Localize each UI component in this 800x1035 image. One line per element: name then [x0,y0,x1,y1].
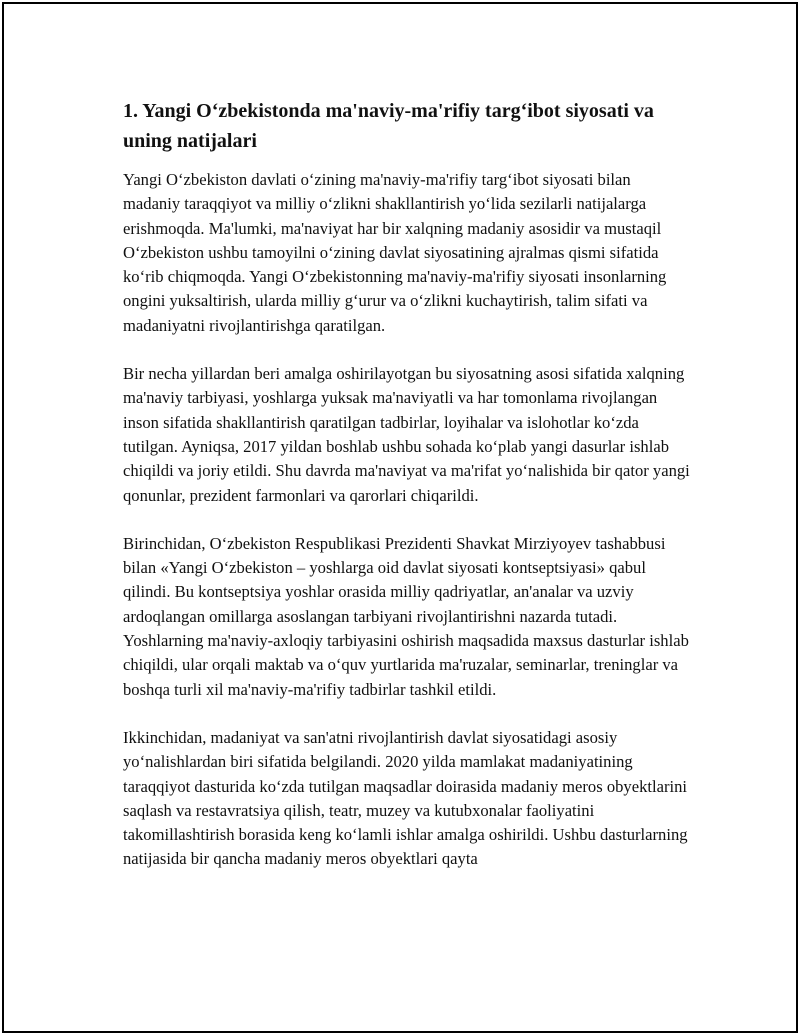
paragraph-3: Birinchidan, O‘zbekiston Respublikasi Prezidenti Shavkat Mirziyoyev tashabbusi bilan «Yangi O‘zbekiston – yoshlarga oid davlat siyosati kontseptsiyasi» qabul qilindi. Bu kontseptsiya yoshlar orasida milliy qadriyatlar, an'analar va uzviy ardoqlangan omillarga asoslangan tarbiyani rivojlantirishni nazarda tutadi. Yoshlarning ma'naviy-axloqiy tarbiyasini oshirish maqsadida maxsus dasturlar ishlab chiqildi, ular orqali maktab va o‘quv yurtlarida ma'ruzalar, seminarlar, treninglar va boshqa turli xil ma'naviy-ma'rifiy tadbirlar tashkil etildi. [123,533,689,699]
document-body [120,96,690,872]
page-frame [2,2,798,1033]
paragraph-4: Ikkinchidan, madaniyat va san'atni rivojlantirish davlat siyosatidagi asosiy yo‘nalishlardan biri sifatida belgilandi. 2020 yilda mamlakat madaniyatining taraqqiyot dasturida ko‘zda tutilgan maqsadlar doirasida madaniy meros obyektlarini saqlash va restavratsiya qilish, teatr, muzey va kutubxonalar faoliyatini takomillashtirish borasida keng ko‘lamli ishlar amalga oshirildi. Ushbu dasturlarning natijasida bir qancha madaniy meros obyektlari qayta [123,727,688,869]
paragraph-1: Yangi O‘zbekiston davlati o‘zining ma'naviy-ma'rifiy targ‘ibot siyosati bilan madaniy taraqqiyot va milliy o‘zlikni shakllantirish yo‘lida sezilarli natijalarga erishmoqda. Ma'lumki, ma'naviyat har bir xalqning madaniy asosidir va mustaqil O‘zbekiston ushbu tamoyilni o‘zining davlat siyosatining ajralmas qismi sifatida ko‘rib chiqmoqda. Yangi O‘zbekistonning ma'naviy-ma'rifiy siyosati insonlarning ongini yuksaltirish, ularda milliy g‘urur va o‘zlikni kuchaytirish, talim sifati va madaniyatni rivojlantirishga qaratilgan. [123,170,667,335]
section-heading: 1. Yangi O‘zbekistonda ma'naviy-ma'rifiy targ‘ibot siyosati va uning natijalari [123,100,654,152]
paragraph-2: Bir necha yillardan beri amalga oshirilayotgan bu siyosatning asosi sifatida xalqning ma'naviy tarbiyasi, yoshlarga yuksak ma'naviyatli va har tomonlama rivojlangan inson sifatida shakllantirish qaratilgan tadbirlar, loyihalar va islohotlar ko‘zda tutilgan. Ayniqsa, 2017 yildan boshlab ushbu sohada ko‘plab yangi dasurlar ishlab chiqildi va joriy etildi. Shu davrda ma'naviyat va ma'rifat yo‘nalishida bir qator yangi qonunlar, prezident farmonlari va qarorlari chiqarildi. [123,364,690,505]
